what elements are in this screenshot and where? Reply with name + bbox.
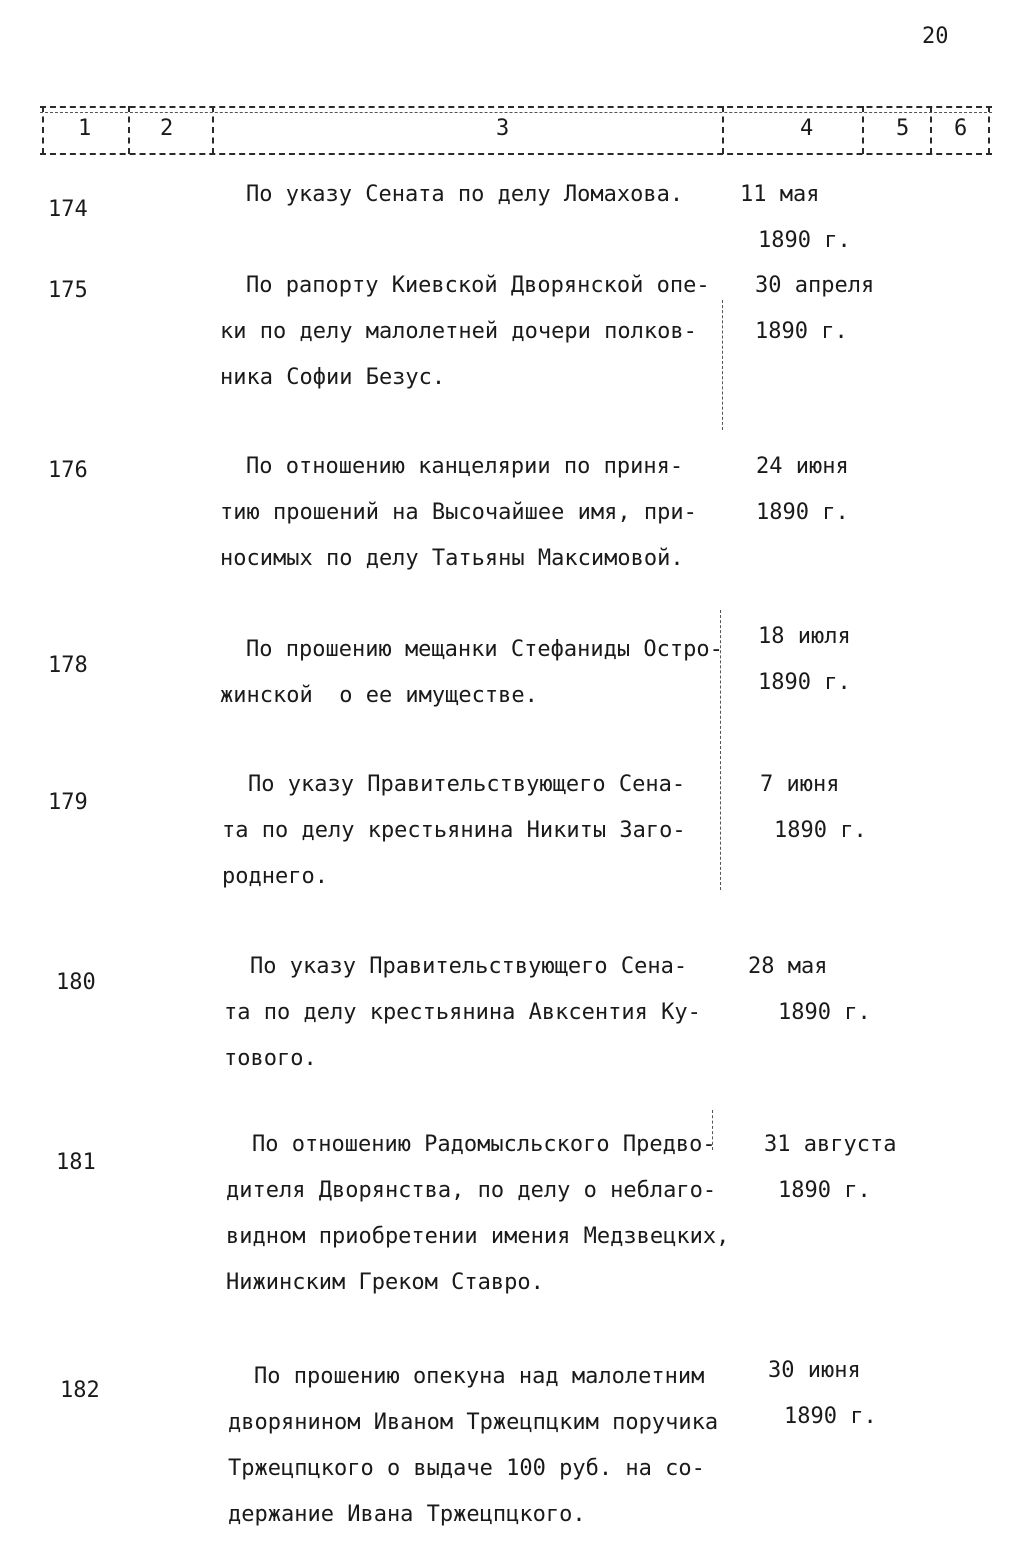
entry-description: По прошению опекуна над малолетним дворянином Иваном Тржецпцким поручика Тржецпцкого о выдаче 100 руб. на со- держание Ивана Тржецпцкого. <box>228 1364 719 1527</box>
column-separator <box>988 106 990 154</box>
header-rule-bottom <box>40 153 992 155</box>
entry-date: 30 июня 1890 г. <box>768 1358 877 1429</box>
entry-description: По отношению Радомысльского Предво- дителя Дворянства, по делу о неблаго- видном приобретении имения Медзвецких, Нижинским Греком Ставро. <box>226 1132 730 1295</box>
entry-description: По отношению канцелярии по приня- тию прошений на Высочайшее имя, при- носимых по делу Татьяны Максимовой. <box>220 454 697 571</box>
column-separator <box>212 106 214 154</box>
column-separator <box>128 106 130 154</box>
header-rule-top <box>40 106 992 108</box>
column-separator <box>930 106 932 154</box>
column-header-4: 4 <box>800 116 814 141</box>
entry-number: 176 <box>48 458 88 483</box>
entry-date: 30 апреля 1890 г. <box>755 273 875 344</box>
entry-date: 24 июня 1890 г. <box>756 454 849 525</box>
entry-number: 178 <box>48 653 88 678</box>
entry-number: 181 <box>56 1150 96 1175</box>
entry-number: 179 <box>48 790 88 815</box>
entry-description: По прошению мещанки Стефаниды Остро- жинской о ее имуществе. <box>220 637 723 708</box>
column-header-5: 5 <box>896 116 910 141</box>
column-header-2: 2 <box>160 116 174 141</box>
entry-description: По указу Сената по делу Ломахова. <box>246 182 684 207</box>
entry-date: 11 мая 1890 г. <box>740 182 851 253</box>
column-separator <box>42 106 44 154</box>
column-header-6: 6 <box>954 116 968 141</box>
entry-number: 182 <box>60 1378 100 1403</box>
entry-description: По указу Правительствующего Сена- та по делу крестьянина Авксентия Ку- тового. <box>224 954 701 1071</box>
vertical-rule <box>722 300 723 430</box>
entry-date: 7 июня 1890 г. <box>760 772 867 843</box>
column-separator <box>862 106 864 154</box>
entry-date: 28 мая 1890 г. <box>748 954 871 1025</box>
column-header-3: 3 <box>496 116 510 141</box>
header-rule-top-inner <box>40 112 992 113</box>
column-separator <box>722 106 724 154</box>
entry-description: По рапорту Киевской Дворянской опе- ки по делу малолетней дочери полков- ника Софии Безус. <box>220 273 710 390</box>
entry-date: 31 августа 1890 г. <box>764 1132 897 1203</box>
entry-date: 18 июля 1890 г. <box>758 624 851 695</box>
page-number: 20 <box>922 24 949 49</box>
entry-number: 175 <box>48 278 88 303</box>
column-header-1: 1 <box>78 116 92 141</box>
entry-number: 180 <box>56 970 96 995</box>
entry-description: По указу Правительствующего Сена- та по делу крестьянина Никиты Заго- роднего. <box>222 772 686 889</box>
entry-number: 174 <box>48 197 88 222</box>
